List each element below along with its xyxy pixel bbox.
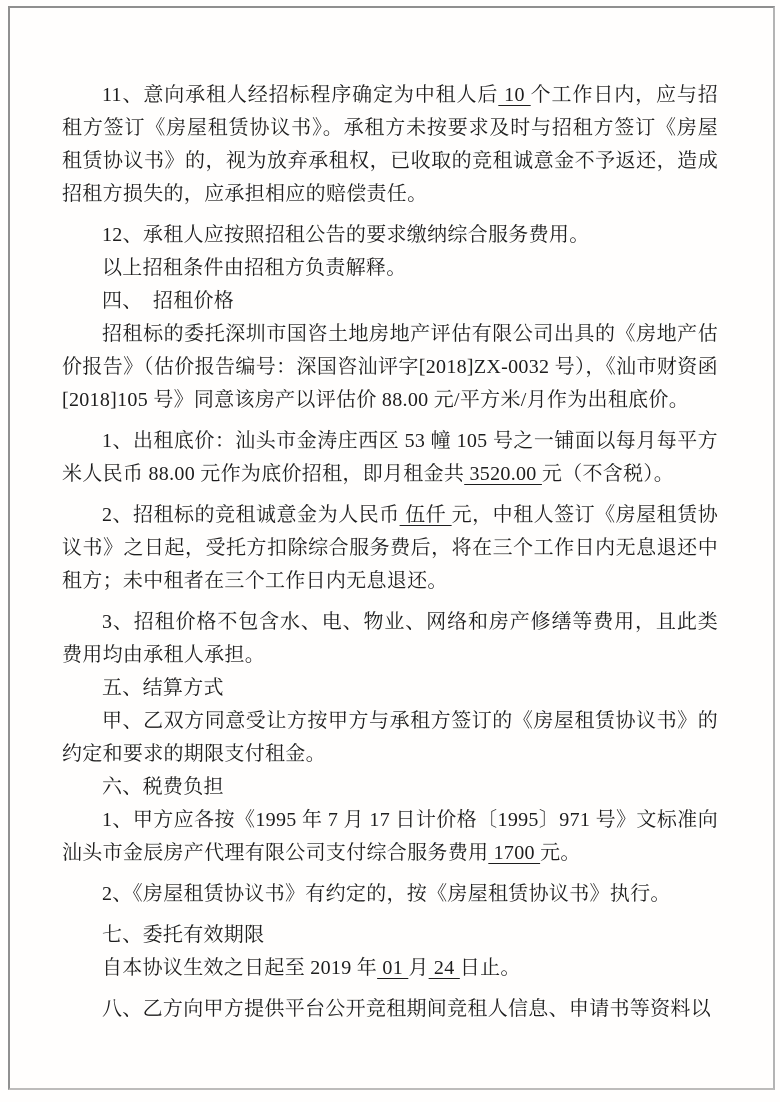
text-run: 日止。 (459, 957, 521, 979)
settlement-paragraph (62, 705, 718, 771)
text-run: 四、 招租价格 (102, 290, 235, 312)
text-run: 月 (408, 957, 429, 979)
text-run: 以上招租条件由招租方负责解释。 (102, 257, 407, 279)
text-run: 11、意向承租人经招标程序确定为中租人后 (102, 84, 499, 106)
price-item-2 (62, 499, 718, 598)
text-run: 八、乙方向甲方提供平台公开竞租期间竞租人信息、申请书等资料以 (102, 998, 711, 1020)
text-run: 元，中租人签订《房屋租赁协议书》之日起，受托方扣除综合服务费后，将在三个工作日内无息退还中租方；未中租者在三个工作日内无息退还。 (62, 504, 718, 592)
text-run: 自本协议生效之日起至 2019 年 (102, 957, 378, 979)
price-item-1 (62, 425, 718, 491)
filled-in-value: 3520.00 (464, 463, 542, 485)
text-run: 招租标的委托深圳市国咨土地房地产评估有限公司出具的《房地产估价报告》（估价报告编号：深国咨汕评字[2018]ZX-0032 号），《汕市财资函[2018]105 号》同意该房产以评估价 88.00 元/平方米/月作为出租底价。 (62, 323, 718, 411)
valuation-paragraph (62, 318, 718, 417)
text-run: 五、结算方式 (102, 677, 224, 699)
section-6-heading (62, 771, 718, 804)
section-5-heading (62, 672, 718, 705)
clause-8-start (62, 993, 718, 1026)
filled-in-value: 伍仟 (399, 504, 452, 526)
filled-in-value: 24 (428, 957, 460, 979)
section-4-heading (62, 285, 718, 318)
text-run: 元（不含税）。 (541, 463, 675, 485)
text-run: 甲、乙双方同意受让方按甲方与承租方签订的《房屋租赁协议书》的约定和要求的期限支付租金。 (62, 710, 718, 765)
price-item-3 (62, 606, 718, 672)
text-run: 2、《房屋租赁协议书》有约定的，按《房屋租赁协议书》执行。 (102, 883, 671, 905)
validity-paragraph (62, 952, 718, 985)
text-run: 1、甲方应各按《1995 年 7 月 17 日计价格〔1995〕971 号》文标准向汕头市金辰房产代理有限公司支付综合服务费用 (62, 809, 718, 864)
clause-12 (62, 219, 718, 252)
section-7-heading (62, 919, 718, 952)
clause-11 (62, 79, 718, 211)
tax-item-2 (62, 878, 718, 911)
text-run: 六、税费负担 (102, 776, 224, 798)
filled-in-value: 1700 (488, 842, 541, 864)
text-run: 七、委托有效期限 (102, 924, 265, 946)
tax-item-1 (62, 804, 718, 870)
text-run: 3、招租价格不包含水、电、物业、网络和房产修缮等费用，且此类费用均由承租人承担。 (62, 611, 718, 666)
text-run: 12、承租人应按照招租公告的要求缴纳综合服务费用。 (102, 224, 590, 246)
filled-in-value: 10 (498, 84, 531, 106)
interpretation-note (62, 252, 718, 285)
text-run: 个工作日内，应与招租方签订《房屋租赁协议书》。承租方未按要求及时与招租方签订《房屋租赁协议书》的，视为放弃承租权，已收取的竞租诚意金不予返还，造成招租方损失的，应承担相应的赔偿责任。 (62, 84, 719, 205)
filled-in-value: 01 (377, 957, 409, 979)
text-run: 元。 (540, 842, 581, 864)
document-body (62, 79, 718, 1026)
text-run: 1、出租底价：汕头市金涛庄西区 53 幢 105 号之一铺面以每月每平方米人民币 88.00 元作为底价招租，即月租金共 (62, 430, 718, 485)
text-run: 2、招租标的竞租诚意金为人民币 (102, 504, 400, 526)
